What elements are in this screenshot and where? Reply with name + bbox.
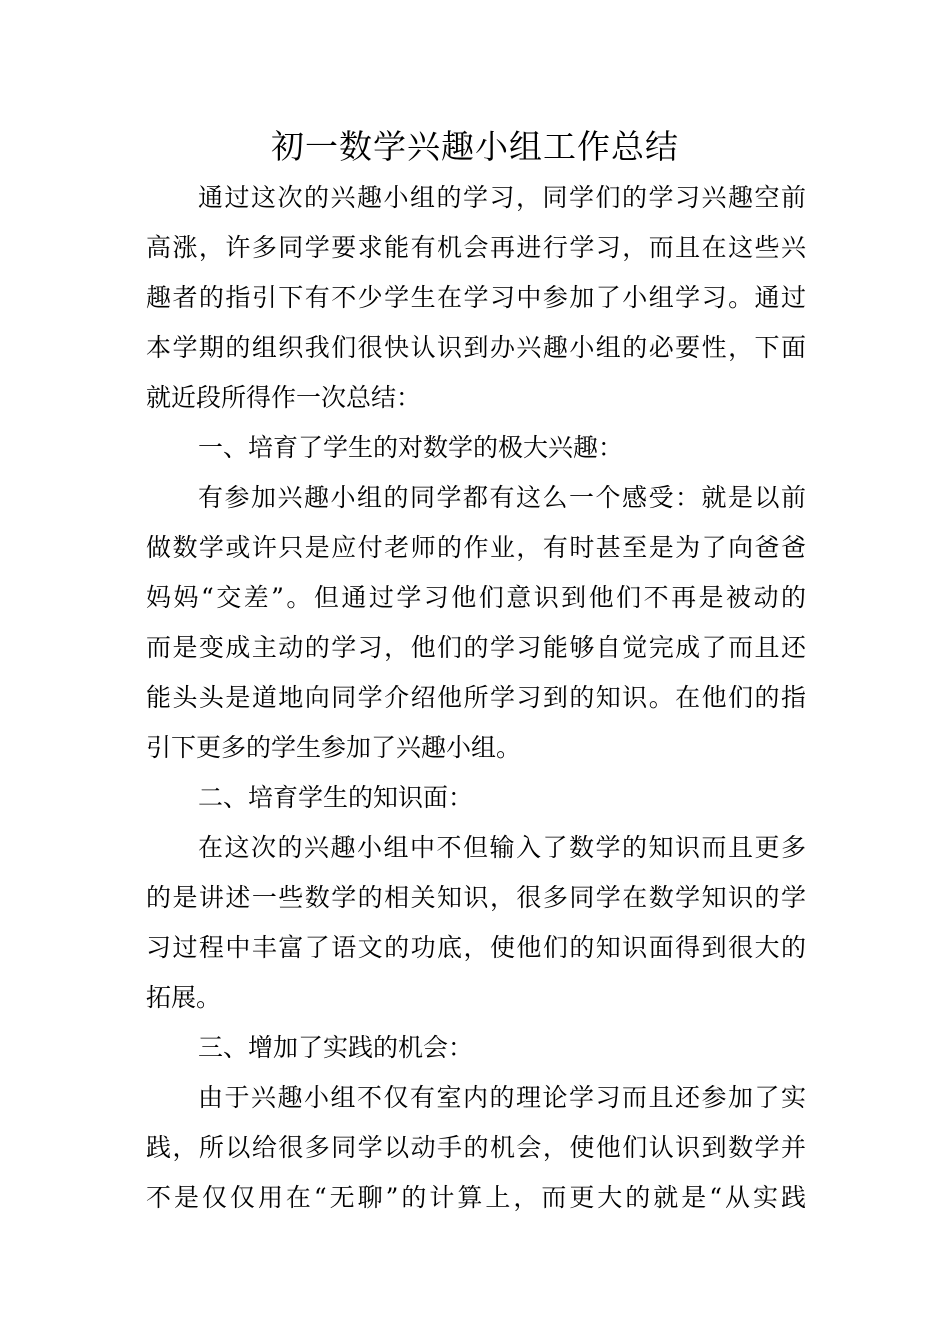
paragraph-line: 做数学或许只是应付老师的作业，有时甚至是为了向爸爸 xyxy=(146,533,806,562)
paragraph-line: 高涨，许多同学要求能有机会再进行学习，而且在这些兴 xyxy=(146,233,806,262)
paragraph-line: 由于兴趣小组不仅有室内的理论学习而且还参加了实 xyxy=(198,1083,806,1112)
paragraph-line: 拓展。 xyxy=(146,983,222,1012)
paragraph-line: 本学期的组织我们很快认识到办兴趣小组的必要性，下面 xyxy=(146,333,806,362)
paragraph-line: 践，所以给很多同学以动手的机会，使他们认识到数学并 xyxy=(146,1133,806,1162)
section-heading: 一、培育了学生的对数学的极大兴趣： xyxy=(198,433,624,462)
paragraph-line: 妈妈“交差”。但通过学习他们意识到他们不再是被动的 xyxy=(146,583,806,612)
paragraph-line: 趣者的指引下有不少学生在学习中参加了小组学习。通过 xyxy=(146,283,806,312)
paragraph-line: 就近段所得作一次总结： xyxy=(146,383,422,412)
paragraph-line: 有参加兴趣小组的同学都有这么一个感受：就是以前 xyxy=(198,483,806,512)
paragraph-line: 在这次的兴趣小组中不但输入了数学的知识而且更多 xyxy=(198,833,806,862)
paragraph-line: 而是变成主动的学习，他们的学习能够自觉完成了而且还 xyxy=(146,633,806,662)
document-title: 初一数学兴趣小组工作总结 xyxy=(271,127,679,166)
paragraph-line: 能头头是道地向同学介绍他所学习到的知识。在他们的指 xyxy=(146,683,806,712)
section-heading: 三、增加了实践的机会： xyxy=(198,1033,474,1062)
section-heading: 二、培育学生的知识面： xyxy=(198,783,474,812)
paragraph-line: 不是仅仅用在“无聊”的计算上，而更大的就是“从实践 xyxy=(146,1183,806,1212)
paragraph-line: 通过这次的兴趣小组的学习，同学们的学习兴趣空前 xyxy=(198,183,806,212)
paragraph-line: 的是讲述一些数学的相关知识，很多同学在数学知识的学 xyxy=(146,883,806,912)
paragraph-line: 习过程中丰富了语文的功底，使他们的知识面得到很大的 xyxy=(146,933,806,962)
paragraph-line: 引下更多的学生参加了兴趣小组。 xyxy=(146,733,522,762)
